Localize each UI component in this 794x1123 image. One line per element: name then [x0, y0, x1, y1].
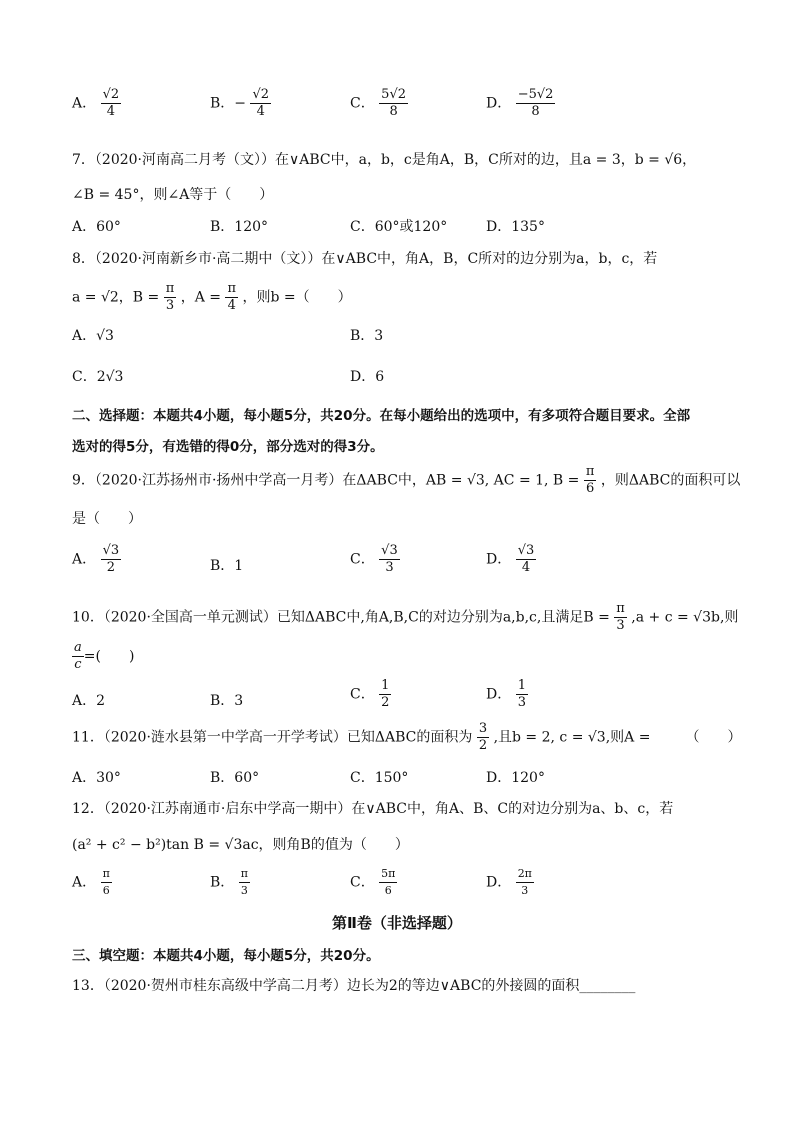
numerator: π	[585, 464, 595, 479]
option-label: D．	[486, 95, 512, 112]
q12-option-b	[210, 866, 250, 899]
q8-option-a: A．√3	[72, 328, 114, 344]
fraction	[379, 866, 397, 899]
q9-text: ，则ΔABC的面积可以	[600, 472, 741, 489]
option-label: C．	[350, 686, 375, 703]
option-label: B．	[210, 874, 235, 891]
q9-option-b: B．1	[210, 558, 244, 574]
denominator: c	[74, 657, 82, 672]
part-2-title: 第Ⅱ卷（非选择题）	[332, 914, 462, 932]
q10-option-c	[350, 678, 391, 711]
denominator: 3	[240, 884, 248, 897]
q11-option-b: B．60°	[210, 770, 260, 786]
section-2-heading-line1: 二、选择题：本题共4小题，每小题5分，共20分。在每小题给出的选项中，有多项符合题目要求。全部	[72, 408, 691, 424]
q11-text: ,且b = 2, c = √3,则A = （ ）	[493, 729, 742, 746]
fraction	[379, 678, 391, 711]
fraction	[239, 866, 250, 899]
minus-sign: −	[234, 95, 247, 112]
q11-text: 11．（2020·涟水县第一中学高一开学考试）已知ΔABC的面积为	[72, 729, 473, 746]
q12-stem-line2: (a² + c² − b²)tan B = √3ac，则角B的值为（ ）	[72, 837, 409, 853]
fraction	[379, 87, 408, 120]
q11-option-a: A．30°	[72, 770, 121, 786]
q11-option-d: D．120°	[486, 770, 545, 786]
denominator: 8	[389, 104, 398, 119]
fraction	[516, 866, 534, 899]
q8-text: ，则b =（ ）	[242, 289, 352, 306]
denominator: 3	[385, 560, 394, 575]
numerator: √2	[252, 87, 270, 102]
q8-option-c: C．2√3	[72, 369, 124, 385]
fraction	[101, 866, 112, 899]
q10-option-a: A．2	[72, 693, 106, 709]
numerator: 5√2	[381, 87, 406, 102]
q7-option-d: D．135°	[486, 219, 545, 235]
q7-stem-line2: ∠B = 45°，则∠A等于（ ）	[72, 187, 274, 203]
q9-stem-line2: 是（ ）	[72, 511, 142, 527]
numerator: √3	[102, 543, 120, 558]
numerator: a	[74, 640, 82, 655]
q8-text: a = √2，B =	[72, 289, 160, 306]
q10-stem-line1	[72, 601, 738, 634]
q10-option-b: B．3	[210, 693, 244, 709]
q9-stem-line1	[72, 464, 740, 497]
q10-text: =( )	[83, 648, 135, 665]
denominator: 2	[478, 738, 488, 753]
q13-stem: 13．（2020·贺州市桂东高级中学高二月考）边长为2的等边∨ABC的外接圆的面积________	[72, 978, 636, 994]
numerator: √2	[102, 87, 120, 102]
q9-option-d	[486, 543, 536, 576]
fraction	[101, 87, 122, 120]
q8-stem-line2	[72, 281, 352, 314]
numerator: π	[165, 281, 175, 296]
fraction-pi-over-4	[225, 281, 238, 314]
numerator: √3	[381, 543, 398, 558]
q11-stem	[72, 721, 741, 754]
option-label: C．	[350, 95, 375, 112]
section-3-heading: 三、填空题：本题共4小题，每小题5分，共20分。	[72, 948, 380, 964]
option-label: D．	[486, 686, 512, 703]
q11-option-c: C．150°	[350, 770, 409, 786]
option-label: C．	[350, 874, 375, 891]
denominator: 6	[585, 481, 595, 496]
q10-stem-line2	[72, 640, 134, 673]
numerator: 3	[478, 721, 488, 736]
denominator: 6	[102, 884, 110, 897]
option-label: C．	[350, 551, 375, 568]
denominator: 2	[381, 695, 390, 710]
denominator: 3	[165, 298, 175, 313]
option-label: D．	[486, 874, 512, 891]
fraction	[379, 543, 400, 576]
denominator: 3	[616, 618, 625, 633]
q12-option-c	[350, 866, 397, 899]
numerator: √3	[517, 543, 535, 558]
fraction	[516, 678, 528, 711]
q6-option-b	[210, 87, 271, 120]
denominator: 4	[227, 298, 236, 313]
fraction-pi-over-3	[164, 281, 177, 314]
q7-option-a: A．60°	[72, 219, 121, 235]
numerator: 1	[517, 678, 526, 693]
q12-stem-line1: 12．（2020·江苏南通市·启东中学高一期中）在∨ABC中，角A、B、C的对边分别为a、b、c，若	[72, 801, 674, 817]
numerator: π	[227, 281, 237, 296]
option-label: A．	[72, 551, 97, 568]
denominator: 8	[531, 104, 540, 119]
numerator: π	[239, 866, 250, 883]
numerator: 5π	[379, 866, 397, 883]
fraction	[516, 543, 537, 576]
fraction-pi-over-6	[584, 464, 597, 497]
q6-option-d	[486, 87, 555, 120]
q9-option-a	[72, 543, 121, 576]
denominator: 4	[256, 104, 265, 119]
q10-text: 10．（2020·全国高一单元测试）已知ΔABC中,角A,B,C的对边分别为a,b,c,且满足B =	[72, 609, 610, 626]
q8-option-d: D．6	[350, 369, 385, 385]
numerator: 2π	[516, 866, 534, 883]
denominator: 2	[106, 560, 115, 575]
fraction-a-over-c	[72, 640, 84, 673]
denominator: 4	[106, 104, 115, 119]
q7-option-b: B．120°	[210, 219, 269, 235]
q8-text: ，A =	[180, 289, 222, 306]
q9-text: 9．（2020·江苏扬州市·扬州中学高一月考）在ΔABC中，AB = √3, AC = 1, B =	[72, 472, 580, 489]
numerator: π	[101, 866, 112, 883]
section-2-heading-line2: 选对的得5分，有选错的得0分，部分选对的得3分。	[72, 439, 384, 455]
q7-option-c: C．60°或120°	[350, 219, 448, 235]
option-label: D．	[486, 551, 512, 568]
numerator: 1	[381, 678, 390, 693]
fraction	[516, 87, 556, 120]
option-label: A．	[72, 874, 97, 891]
q8-option-b: B．3	[350, 328, 384, 344]
fraction	[250, 87, 271, 120]
denominator: 6	[384, 884, 392, 897]
q7-stem-line1: 7．（2020·河南高二月考（文））在∨ABC中，a，b，c是角A，B，C所对的边，且a = 3，b = √6，	[72, 152, 697, 168]
fraction-3-over-2	[477, 721, 489, 754]
q12-option-a	[72, 866, 112, 899]
denominator: 4	[521, 560, 531, 575]
q12-option-d	[486, 866, 534, 899]
numerator: −5√2	[517, 87, 554, 102]
option-label: B．	[210, 95, 235, 112]
fraction-pi-over-3	[614, 601, 627, 634]
numerator: π	[616, 601, 625, 616]
denominator: 3	[517, 695, 526, 710]
q6-option-a	[72, 87, 121, 120]
q8-stem-line1: 8．（2020·河南新乡市·高二期中（文））在∨ABC中，角A，B，C所对的边分别为a，b，c，若	[72, 251, 658, 267]
q9-option-c	[350, 543, 400, 576]
q10-text: ,a + c = √3b,则	[631, 609, 739, 626]
denominator: 3	[521, 884, 529, 897]
q6-option-c	[350, 87, 408, 120]
q10-option-d	[486, 678, 528, 711]
option-label: A．	[72, 95, 97, 112]
fraction	[101, 543, 122, 576]
